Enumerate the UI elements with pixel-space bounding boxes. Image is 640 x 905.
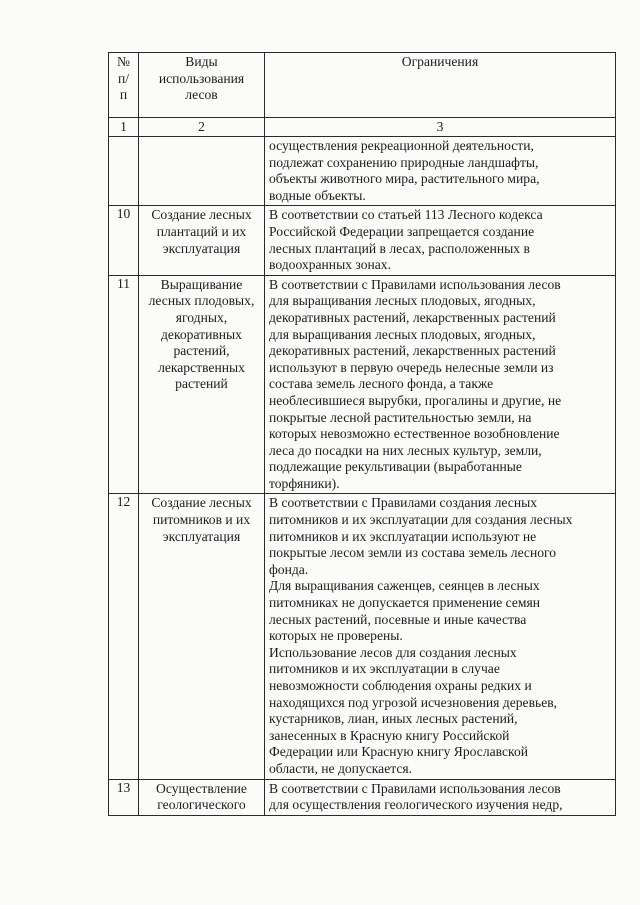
header-restrictions-cell [265,53,616,118]
row-restriction-line: фонда. [269,561,309,577]
table-row [109,206,616,275]
row-type-line: питомников и их [152,512,251,528]
row-type-line: лесных плодовых, [148,293,255,309]
row-restriction-cell [265,206,616,275]
row-number-cell: 11 [109,275,139,494]
row-restriction-cell [265,494,616,779]
row-restriction-line: водные объекты. [269,187,366,203]
row-type-cell [139,494,265,779]
row-restriction-line: для выращивания лесных плодовых, ягодных, [269,326,536,342]
row-restriction-line: для выращивания лесных плодовых, ягодных, [269,293,536,309]
row-restriction-line: находящихся под угрозой исчезновения деревьев, [269,694,558,710]
row-restriction-line: подлежащие рекультивации (выработанные [269,459,522,475]
header-number-line: п [119,87,128,103]
row-number-cell: 13 [109,779,139,815]
column-index-cell: 1 [109,118,139,137]
row-type-line: Создание лесных [151,207,252,223]
row-type-cell [139,206,265,275]
row-restriction-line: лесных плантаций в лесах, расположенных в [269,240,530,256]
row-restriction-line: покрытые лесной растительностью земли, на [269,409,532,425]
row-restriction-line: В соответствии со статьей 113 Лесного кодекса [269,207,543,223]
table-row [109,137,616,206]
row-restriction-line: декоративных растений, лекарственных растений [269,309,556,325]
row-restriction-line: осуществления рекреационной деятельности, [269,138,534,153]
row-restriction-line: В соответствии с Правилами использования лесов [269,780,561,796]
row-restriction-line: леса до посадки на них лесных культур, земли, [269,442,542,458]
restrictions-table [108,52,616,816]
row-restriction-line: которых невозможно естественное возобновление [269,426,560,442]
row-restriction-line: водоохранных зонах. [269,257,391,273]
row-restriction-line: декоративных растений, лекарственных растений [269,343,556,359]
row-restriction-line: питомников и их эксплуатации для создания лесных [269,512,573,528]
column-index-row [109,118,616,137]
table-header-row [109,53,616,118]
row-restriction-line: используют в первую очередь нелесные земли из [269,359,554,375]
row-restriction-line: торфяники). [269,475,340,491]
header-number-cell [109,53,139,118]
row-restriction-line: питомников и их эксплуатации используют не [269,528,537,544]
row-restriction-line: невозможности соблюдения охраны редких и [269,678,532,693]
row-restriction-line: состава земель лесного фонда, а также [269,376,494,392]
header-type-line: Виды [185,54,218,69]
row-restriction-cell [265,779,616,815]
row-restriction-line: питомников и их эксплуатации в случае [269,661,500,677]
column-index-cell: 3 [265,118,616,137]
row-restriction-line: Российской Федерации запрещается создание [269,223,535,239]
header-type-cell [139,53,265,118]
row-number-cell: 12 [109,494,139,779]
row-restriction-line: необлесившиеся вырубки, прогалины и другие, не [269,392,562,408]
row-type-line: декоративных [161,326,242,342]
row-restriction-line: объекты животного мира, растительного мира, [269,171,540,187]
header-type-line: использования [158,70,245,86]
column-index-cell: 2 [139,118,265,137]
header-number-line: п/ [117,70,130,86]
header-number-line: № [117,54,130,69]
row-type-cell [139,275,265,494]
row-type-cell [139,779,265,815]
row-number-cell [109,137,139,206]
table-row [109,275,616,494]
row-restriction-cell [265,137,616,206]
row-type-line: эксплуатация [162,528,241,544]
row-restriction-line: лесных растений, посевные и иные качества [269,611,527,627]
table-body [109,137,616,816]
header-restrictions-label: Ограничения [401,54,479,69]
row-restriction-line: Для выращивания саженцев, сеянцев в лесных [269,578,540,594]
row-type-line: эксплуатация [162,240,241,256]
row-type-line: растений [175,376,228,392]
row-type-line: ягодных, [175,309,228,325]
row-restriction-line: занесенных в Красную книгу Российской [269,727,510,743]
row-restriction-line: питомниках не допускается применение семян [269,595,541,611]
row-type-line: Создание лесных [151,495,252,511]
row-restriction-line: Использование лесов для создания лесных [269,644,517,660]
row-restriction-line: подлежат сохранению природные ландшафты, [269,154,539,170]
row-restriction-line: В соответствии с Правилами создания лесных [269,495,538,511]
header-type-line: лесов [185,87,218,103]
row-type-line: Выращивание [160,276,243,292]
row-restriction-line: Федерации или Красную книгу Ярославской [269,744,529,760]
row-restriction-cell [265,275,616,494]
row-type-line: лекарственных [158,359,245,375]
row-type-line: Осуществление [156,780,247,796]
table-row [109,779,616,815]
row-restriction-line: покрытые лесом земли из состава земель лесного [269,545,557,561]
row-type-line: геологического [157,797,246,813]
row-type-line: растений, [173,343,230,359]
row-restriction-line: В соответствии с Правилами использования лесов [269,276,561,292]
row-restriction-line: области, не допускается. [269,760,413,776]
row-type-line: плантаций и их [156,223,247,239]
table-row [109,494,616,779]
row-restriction-line: которых не проверены. [269,628,403,644]
row-type-cell [139,137,265,206]
row-restriction-line: для осуществления геологического изучения недр, [269,797,563,813]
row-number-cell: 10 [109,206,139,275]
row-restriction-line: кустарников, лиан, иных лесных растений, [269,711,518,727]
